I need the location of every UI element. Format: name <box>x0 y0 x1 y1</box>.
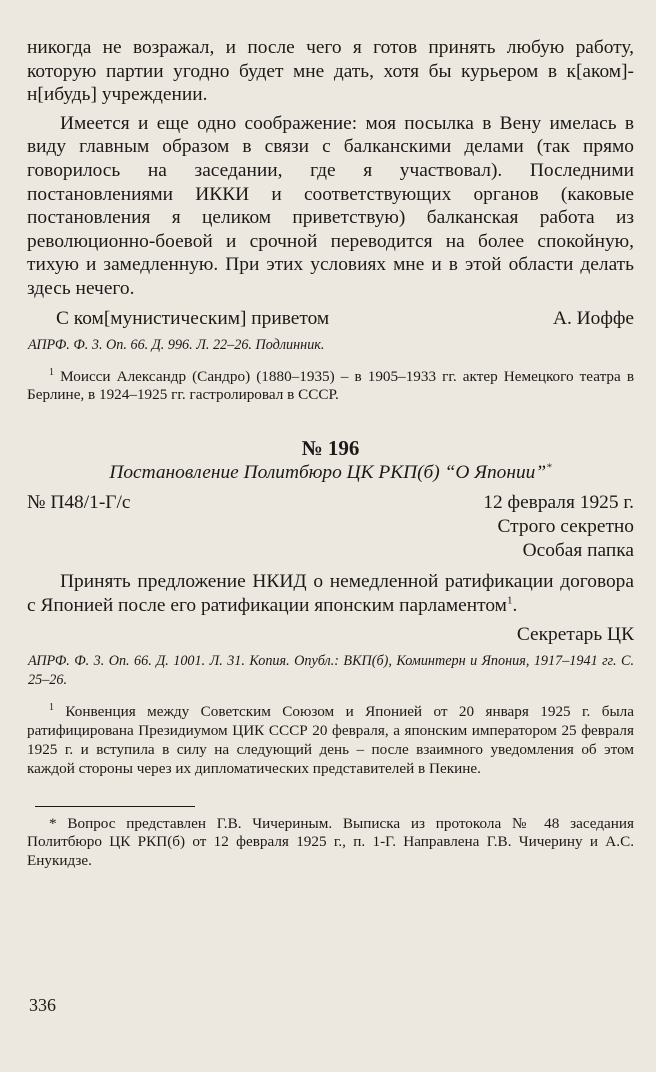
footnote-moissi <box>27 368 634 406</box>
decision-footnote-mark: 1 <box>506 594 513 607</box>
letter-paragraph-1: никогда не возражал, и после чего я готов принять любую работу, которую партии угодно будет мне дать, хотя бы курьером в к[аком]-н[ибудь] учреждении. <box>27 37 634 106</box>
page-number: 336 <box>29 995 56 1015</box>
archive-reference-1: АПРФ. Ф. 3. Оп. 66. Д. 996. Л. 22–26. Подлинник. <box>28 336 325 353</box>
decision-text <box>27 570 634 617</box>
document-title-note-mark: * <box>546 461 552 474</box>
document-date: 12 февраля 1925 г. <box>483 492 634 514</box>
star-footnote-text: Вопрос представлен Г.В. Чичериным. Выписка из протокола № 48 заседания Политбюро ЦК РКП(б) от 12 февраля 1925 г., п. 1-Г. Направлена Г.В. Чичерину и А.С. Енукидзе. <box>27 814 635 870</box>
footnote-convention-text: Конвенция между Советским Союзом и Японией от 20 января 1925 г. была ратифицирована Президиумом ЦИК СССР 20 февраля, а японским императором 25 февраля 1925 г. и вступила в силу на следующий день – после взаимного уведомления об этом каждой стороны через их дипломатических представителей в Пекине. <box>27 703 634 777</box>
special-folder-stamp: Особая папка <box>522 540 634 562</box>
secretary-signature: Секретарь ЦК <box>516 624 634 646</box>
star-footnote <box>27 815 634 871</box>
secrecy-stamp: Строго секретно <box>497 516 634 538</box>
letter-paragraph-2: Имеется и еще одно соображение: моя посылка в Вену имелась в виду главным образом в связи с балканскими делами (так прямо говорилось на заседании, где я участвовал). Последними постановлениями ИККИ и соответствующих органов (каковые постановления я целиком приветствую) балканская работа из революционно-боевой и срочной переводится на более спокойную, тихую и замедленную. При этих условиях мне и в этой области делать здесь нечего. <box>27 112 634 299</box>
footnote-mark: 1 <box>49 702 54 714</box>
decision-body: Принять предложение НКИД о немедленной ратификации договора с Японией после его ратификации японским парламентом <box>27 571 634 616</box>
document-title <box>27 461 634 485</box>
footnote-mark: 1 <box>49 366 54 378</box>
decision-period: . <box>512 594 518 616</box>
document-number: № 196 <box>301 436 360 461</box>
protocol-date-row <box>27 491 634 515</box>
star-footnote-mark: * <box>49 814 57 832</box>
protocol-number: № П48/1-Г/с <box>27 492 131 514</box>
footnote-convention <box>27 703 634 778</box>
document-title-text: Постановление Политбюро ЦК РКП(б) “О Японии” <box>109 462 547 484</box>
archive-reference-2: АПРФ. Ф. 3. Оп. 66. Д. 1001. Л. 31. Копия. Опубл.: ВКП(б), Коминтерн и Япония, 1917–1941 гг. С. 25–26. <box>28 653 634 689</box>
footnote-divider <box>35 806 195 807</box>
closing-greeting: С ком[мунистическим] приветом <box>56 307 330 329</box>
footnote-moissi-text: Моисси Александр (Сандро) (1880–1935) – в 1905–1933 гг. актер Немецкого театра в Берлине, в 1924–1925 гг. гастролировал в СССР. <box>27 367 635 404</box>
author-signature: А. Иоффе <box>552 307 634 329</box>
letter-closing-row <box>27 307 634 331</box>
